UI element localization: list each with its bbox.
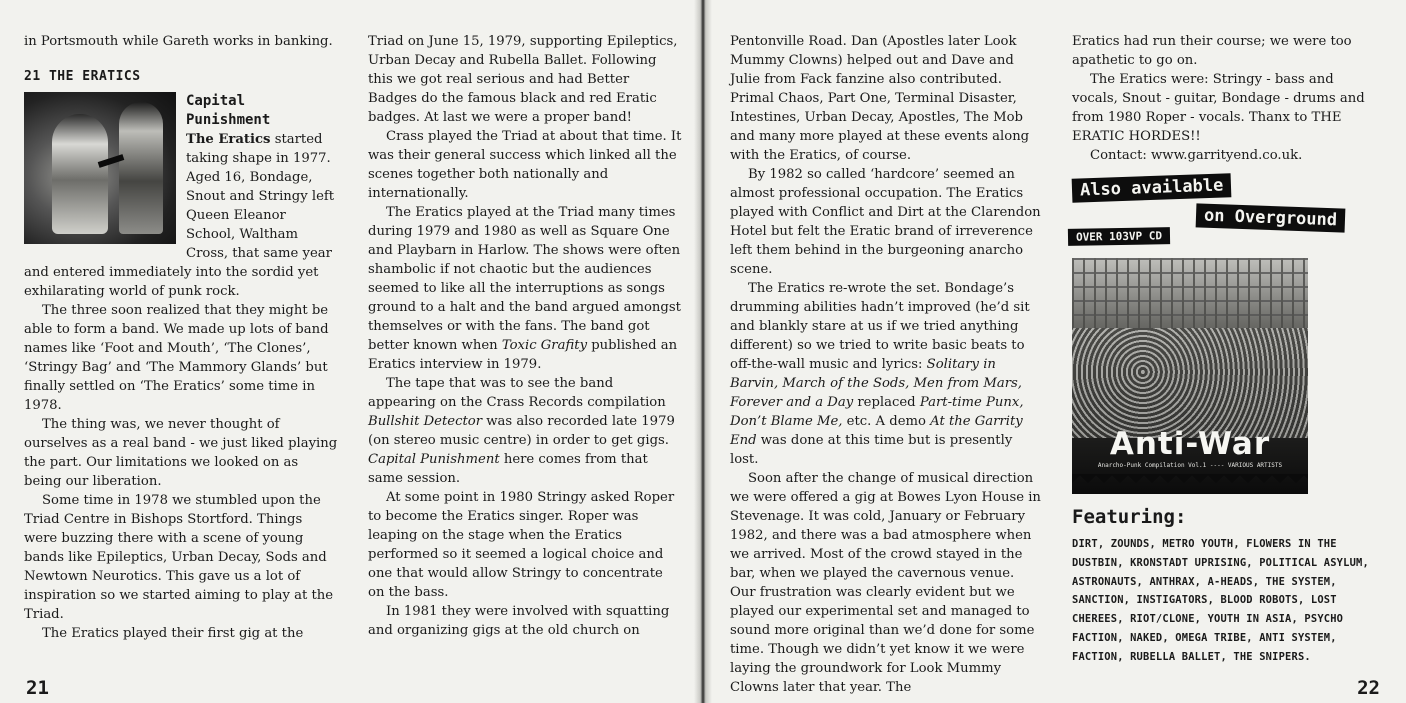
cd-cover-crowd bbox=[1072, 328, 1308, 438]
col2-paragraph-5: At some point in 1980 Stringy asked Roper to become the Eratics singer. Roper was leaping on the stage when the Eratics performed so it seemed a logical choice and one that would allow Stringy to concentrate on the bass. bbox=[368, 490, 675, 600]
page-number-left: 21 bbox=[26, 677, 49, 699]
paragraph-4: Some time in 1978 we stumbled upon the Triad Centre in Bishops Stortford. Things were buzzing there with a scene of young bands like Epileptics, Urban Decay, Sods and Newtown Neurotics. This gave us a lot of inspiration so we started aiming to play at the Triad. bbox=[24, 493, 334, 622]
song-title: Capital Punishment bbox=[368, 452, 500, 467]
cd-cover-shell-shapes bbox=[1072, 474, 1308, 494]
demo-title: At the Garrity End bbox=[730, 414, 1023, 448]
paragraph-1-text: started taking shape in 1977. Aged 16, Bondage, Snout and Stringy left Queen Eleanor School, Waltham Cross, that same year and entered immediately into the sordid yet exhilarating world of punk rock. bbox=[24, 132, 335, 299]
col2-paragraph-3 bbox=[368, 203, 682, 374]
cd-subtitle: Anarcho-Punk Compilation Vol.1 ---- VARIOUS ARTISTS bbox=[1097, 462, 1283, 469]
featuring-heading: Featuring: bbox=[1072, 506, 1187, 528]
col3-p3-c: etc. A demo bbox=[846, 414, 926, 429]
left-page bbox=[0, 0, 700, 703]
col2-p4-b: was also recorded late 1979 (on stereo music centre) in order to get gigs. bbox=[368, 414, 675, 448]
col2-p3-rest: published an Eratics interview in 1979. bbox=[368, 338, 678, 372]
compilation-title: Bullshit Detector bbox=[368, 414, 482, 429]
col3-paragraph-1: Pentonville Road. Dan (Apostles later Look Mummy Clowns) helped out and Dave and Julie from Fack fanzine also contributed. Primal Chaos, Part One, Terminal Disaster, Intestines, Urban Decay, Apostles, The Mob and many more played at these events along with the Eratics, of course. bbox=[730, 34, 1030, 163]
right-column-3 bbox=[730, 32, 1044, 697]
band-photo bbox=[24, 92, 176, 244]
paragraph-5: The Eratics played their first gig at the bbox=[42, 626, 304, 641]
intro-paragraph: in Portsmouth while Gareth works in banking. bbox=[24, 34, 333, 49]
photo-title-line2: Punishment bbox=[186, 112, 271, 128]
col3-paragraph-4: Soon after the change of musical direction we were offered a gig at Bowes Lyon House in Stevenage. It was cold, January or February 1982, and there was a bad atmosphere when we arrived. Most of the crowd stayed in the bar, when we played the cavernous venue. Our frustration was clearly evident but we played our experimental set and managed to sound more original than we’d done for some time. Though we didn’t yet know it we were laying the groundwork for Look Mummy Clowns later that year. The bbox=[730, 471, 1041, 695]
col2-p3-text: The Eratics played at the Triad many times during 1979 and 1980 as well as Square One and Playbarn in Harlow. The shows were often shambolic if not chaotic but the audiences seemed to like all the interruptions as songs ground to a halt and the band argued amongst themselves or with the fans. The band got better known when bbox=[368, 205, 681, 353]
col3-p3-b: replaced bbox=[857, 395, 916, 410]
singer-figure bbox=[52, 114, 108, 234]
col4-paragraph-2: The Eratics were: Stringy - bass and vocals, Snout - guitar, Bondage - drums and from 1980 Roper - vocals. Thanx to THE ERATIC HORDES!! bbox=[1072, 72, 1365, 144]
also-available-banner: Also available bbox=[1072, 173, 1232, 203]
col3-p3-a: The Eratics re-wrote the set. Bondage’s drumming abilities hadn’t improved (he’d sit and blankly stare at us if we tried anything different) so we tried to write basic beats to off-the-wall music and lyrics: bbox=[730, 281, 1030, 372]
col2-p4-c: here comes from that same session. bbox=[368, 452, 648, 486]
anti-war-cd-cover bbox=[1072, 258, 1308, 494]
right-page bbox=[706, 0, 1406, 703]
col2-paragraph-2: Crass played the Triad at about that time. It was their general success which linked all the scenes together both nationally and internationally. bbox=[368, 129, 682, 201]
cd-title: Anti-War bbox=[1109, 426, 1271, 462]
new-songs-list: Solitary in Barvin, March of the Sods, Men from Mars, Forever and a Day bbox=[730, 357, 1022, 410]
left-column-1 bbox=[24, 32, 338, 643]
col4-paragraph-1: Eratics had run their course; we were too apathetic to go on. bbox=[1072, 34, 1352, 68]
col2-paragraph-6: In 1981 they were involved with squatting and organizing gigs at the old church on bbox=[368, 604, 670, 638]
cd-cover-roof bbox=[1072, 258, 1308, 328]
paragraph-3: The thing was, we never thought of ourselves as a real band - we just liked playing the part. Our limitations we looked on as being our liberation. bbox=[24, 417, 338, 489]
section-heading: 21 THE ERATICS bbox=[24, 69, 141, 84]
col2-paragraph-1: Triad on June 15, 1979, supporting Epileptics, Urban Decay and Rubella Ballet. Following this we got real serious and had Better Badges do the famous black and red Eratic badges. At last we were a proper band! bbox=[368, 34, 678, 125]
overground-banner: on Overground bbox=[1196, 203, 1346, 232]
featured-bands-list: DIRT, ZOUNDS, METRO YOUTH, FLOWERS IN THE DUSTBIN, KRONSTADT UPRISING, POLITICAL ASYLUM, ASTRONAUTS, ANTHRAX, A-HEADS, THE SYSTEM, SANCTION, INSTIGATORS, BLOOD ROBOTS, LOST CHEREES, RIOT/CLONE, YOUTH IN ASIA, PSYCHO FACTION, NAKED, OMEGA TRIBE, ANTI SYSTEM, FACTION, RUBELLA BALLET, THE SNIPERS. bbox=[1072, 538, 1369, 663]
old-songs-list: Part-time Punx, Don’t Blame Me, bbox=[730, 395, 1024, 429]
col2-paragraph-4 bbox=[368, 374, 682, 488]
catalog-number-label: OVER 103VP CD bbox=[1068, 227, 1170, 246]
book-spine bbox=[694, 0, 712, 703]
contact-line: Contact: www.garrityend.co.uk. bbox=[1090, 148, 1303, 163]
band-name-bold: The Eratics bbox=[186, 132, 271, 147]
col3-paragraph-3 bbox=[730, 279, 1044, 469]
fanzine-title: Toxic Grafity bbox=[501, 338, 588, 353]
col3-paragraph-2: By 1982 so called ‘hardcore’ seemed an almost professional occupation. The Eratics played with Conflict and Dirt at the Clarendon Hotel but felt the Eratic brand of irreverence left them behind in the burgeoning anarcho scene. bbox=[730, 167, 1041, 277]
col2-p4-a: The tape that was to see the band appearing on the Crass Records compilation bbox=[368, 376, 666, 410]
right-column-4 bbox=[1072, 32, 1382, 165]
left-column-2 bbox=[368, 32, 682, 640]
paragraph-2: The three soon realized that they might be able to form a band. We made up lots of band names like ‘Foot and Mouth’, ‘The Clones’, ‘Stringy Bag’ and ‘The Mammory Glands’ but finally settled on ‘The Eratics’ some time in 1978. bbox=[24, 303, 329, 413]
col3-p3-d: was done at this time but is presently lost. bbox=[730, 433, 1013, 467]
guitarist-figure bbox=[119, 102, 163, 234]
page-number-right: 22 bbox=[1357, 677, 1380, 699]
photo-title-line1: Capital bbox=[186, 93, 246, 109]
